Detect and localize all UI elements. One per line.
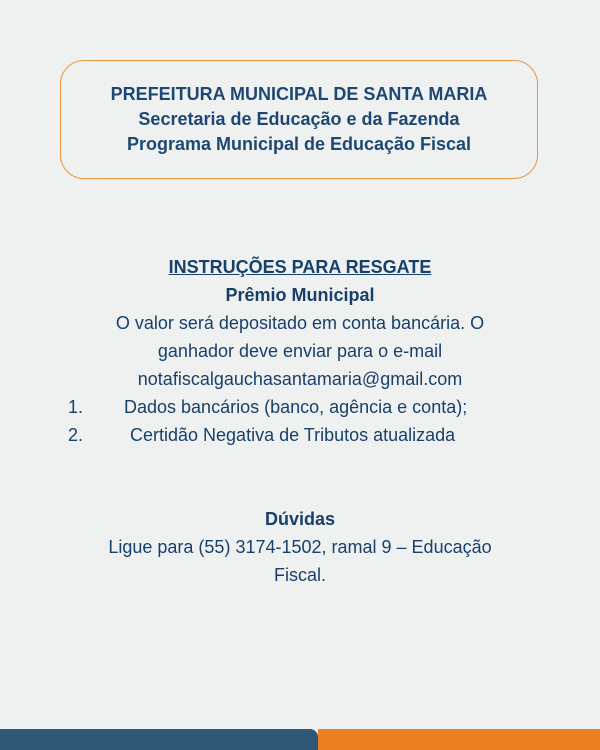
questions-line2: Fiscal.	[273, 565, 326, 585]
header-box	[60, 60, 538, 179]
instructions-subtitle: Prêmio Municipal	[225, 285, 375, 305]
instructions-section	[40, 253, 560, 589]
questions-line1: Ligue para (55) 3174-1502, ramal 9 – Educação	[108, 537, 492, 557]
instructions-list	[40, 393, 560, 449]
footer-bar-orange	[318, 729, 600, 750]
list-item-number: 1.	[68, 397, 84, 417]
list-item	[40, 393, 560, 421]
list-item	[40, 421, 560, 449]
instructions-email: notafiscalgauchasantamaria@gmail.com	[137, 369, 463, 389]
instructions-body-line1: O valor será depositado em conta bancária. O	[115, 313, 485, 333]
list-item-text: Dados bancários (banco, agência e conta);	[124, 397, 468, 417]
questions-title: Dúvidas	[264, 509, 336, 529]
footer-bar-blue	[0, 729, 318, 750]
header-municipality: PREFEITURA MUNICIPAL DE SANTA MARIA	[110, 84, 488, 104]
header-secretariat: Secretaria de Educação e da Fazenda	[138, 109, 460, 129]
list-item-text: Certidão Negativa de Tributos atualizada	[130, 425, 456, 445]
header-program: Programa Municipal de Educação Fiscal	[126, 134, 472, 154]
instructions-title: INSTRUÇÕES PARA RESGATE	[168, 257, 432, 277]
instructions-body-line2: ganhador deve enviar para o e-mail	[157, 341, 443, 361]
list-item-number: 2.	[68, 425, 84, 445]
